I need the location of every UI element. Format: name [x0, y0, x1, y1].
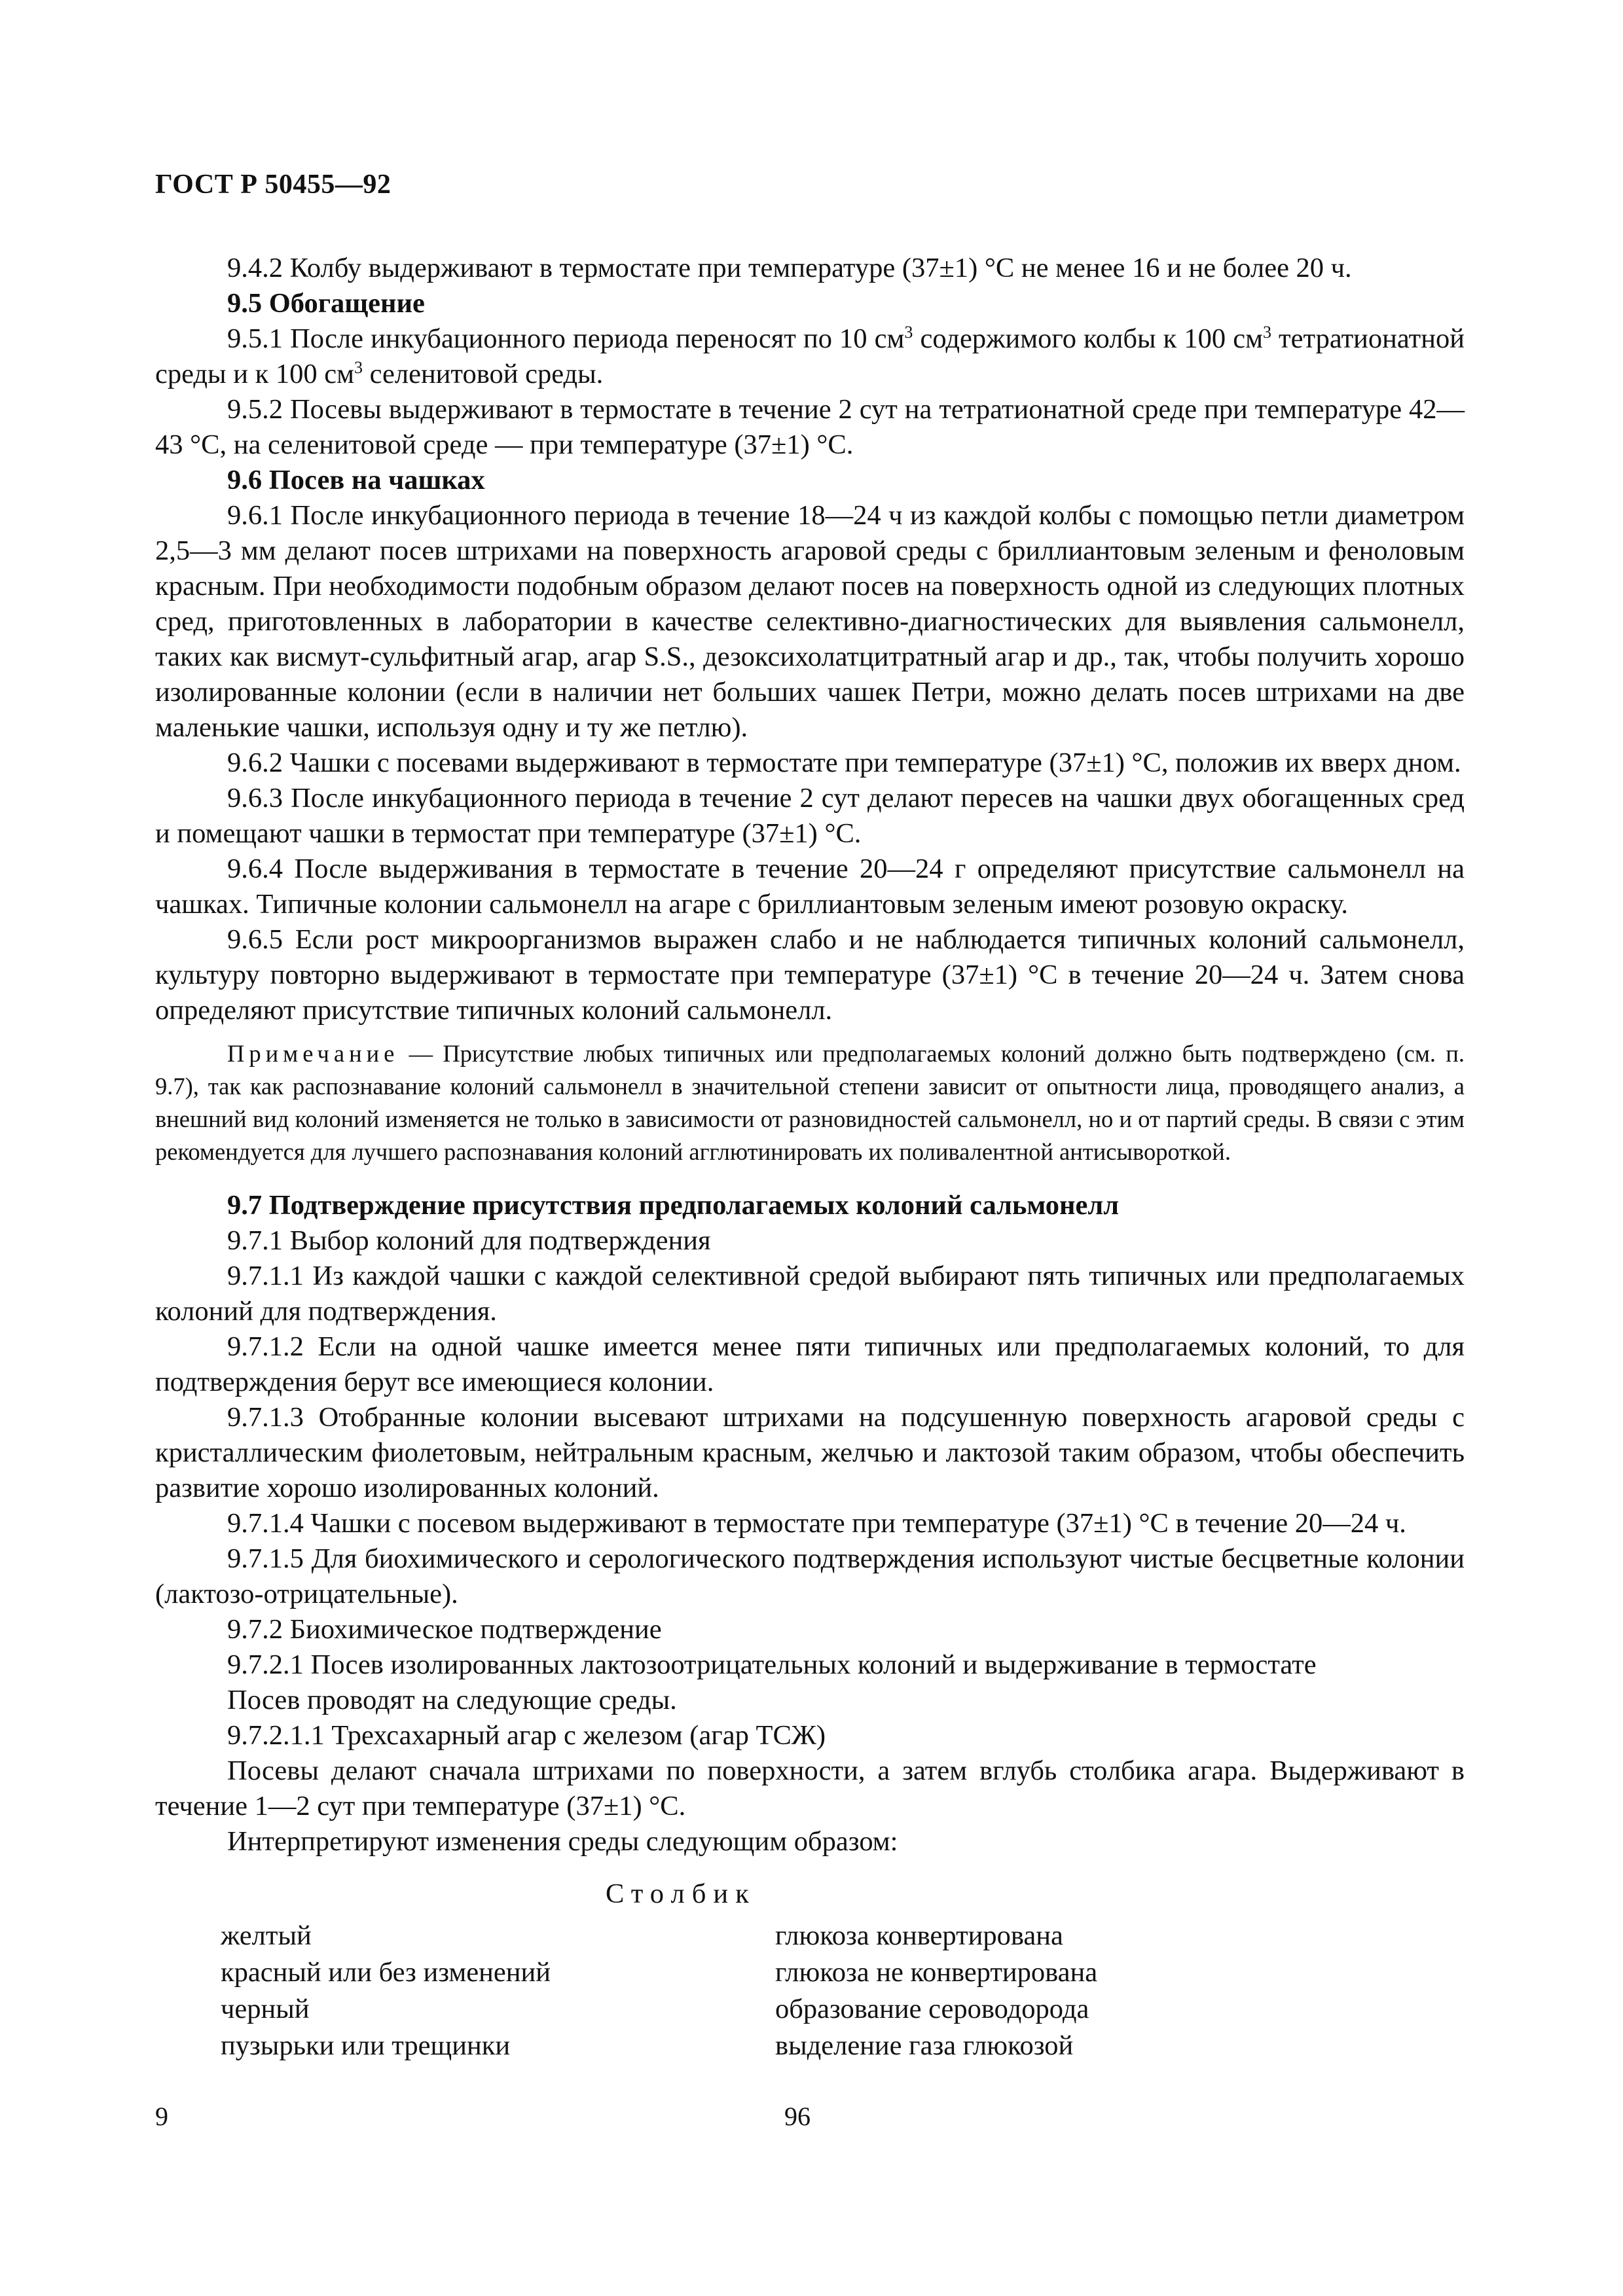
section-heading-9-5: 9.5 Обогащение [227, 288, 425, 319]
paragraph-9-7-2-1-1-text: Посевы делают сначала штрихами по поверхности, а затем вглубь столбика агара. Выдерживают в течение 1—2 сут при температуре (37±1) °С. [155, 1755, 1465, 1821]
paragraph-9-6-3: 9.6.3 После инкубационного периода в течение 2 сут делают пересев на чашки двух обогащенных сред и помещают чашки в термостат при температуре (37±1) °С. [155, 783, 1465, 849]
standard-header: ГОСТ Р 50455—92 [155, 170, 392, 200]
paragraph-9-4-2: 9.4.2 Колбу выдерживают в термостате при температуре (37±1) °С не менее 16 и не более 20 ч. [227, 253, 1352, 283]
paragraph-9-5-1: 9.5.1 После инкубационного периода переносят по 10 $см^3$ содержимого колбы к 100 $см^3$ тетратионатной среды и к 100 $см^3$ селенитовой среды. [155, 322, 1465, 389]
paragraph-9-7-1-2: 9.7.1.2 Если на одной чашке имеется менее пяти типичных или предполагаемых колоний, то для подтверждения берут все имеющиеся колонии. [155, 1331, 1465, 1397]
table-cell-left: желтый [221, 1920, 312, 1951]
page-number-left: 9 [155, 2102, 168, 2131]
paragraph-9-6-4: 9.6.4 После выдерживания в термостате в течение 20—24 г определяют присутствие сальмонелл на чашках. Типичные колонии сальмонелл на агаре с бриллиантовым зеленым имеют розовую окраску. [155, 853, 1465, 920]
paragraph-9-7-2-1-1: 9.7.2.1.1 Трехсахарный агар с железом (агар ТСЖ) [227, 1720, 826, 1751]
paragraph-9-6-1: 9.6.1 После инкубационного периода в течение 18—24 ч из каждой колбы с помощью петли диаметром 2,5—3 мм делают посев штрихами на поверхность агаровой среды с бриллиантовым зеленым и феноловым красным. При необходимости подобным образом делают посев на поверхность одной из следующих плотных сред, приготовленных в лаборатории в качестве селективно-диагностических для выявления сальмонелл, таких как висмут-сульфитный агар, агар S.S., дезоксихолатцитратный агар и др., так, чтобы получить хорошо изолированные колонии (если в наличии нет больших чашек Петри, можно делать посев штрихами на две маленькие чашки, используя одну и ту же петлю). [155, 500, 1465, 743]
document-body [155, 251, 1465, 1859]
table-cell-right: глюкоза конвертирована [775, 1920, 1063, 1951]
note-text: — Присутствие любых типичных или предполагаемых колоний должно быть подтверждено (см. п. 9.7), так как распознавание колоний сальмонелл в значительной степени зависит от опытности лица, проводящего анализ, а внешний вид колоний изменяется не только в зависимости от разновидностей сальмонелл, но и от партий среды. В связи с этим рекомендуется для лучшего распознавания колоний агглютинировать их поливалентной антисывороткой. [155, 1040, 1465, 1165]
paragraph-9-7-1: 9.7.1 Выбор колоний для подтверждения [227, 1225, 711, 1256]
table-cell-right: образование сероводорода [775, 1994, 1089, 2024]
table-cell-left: красный или без изменений [221, 1957, 551, 1988]
paragraph-9-6-5: 9.6.5 Если рост микроорганизмов выражен слабо и не наблюдается типичных колоний сальмонелл, культуру повторно выдерживают в термостате при температуре (37±1) °С в течение 20—24 ч. Затем снова определяют присутствие типичных колоний сальмонелл. [155, 924, 1465, 1026]
section-heading-9-7: 9.7 Подтверждение присутствия предполагаемых колоний сальмонелл [227, 1190, 1120, 1221]
paragraph-9-6-2: 9.6.2 Чашки с посевами выдерживают в термостате при температуре (37±1) °С, положив их вверх дном. [227, 747, 1461, 778]
table-cell-right: выделение газа глюкозой [775, 2030, 1074, 2061]
paragraph-9-7-1-1: 9.7.1.1 Из каждой чашки с каждой селективной средой выбирают пять типичных или предполагаемых колоний для подтверждения. [155, 1261, 1465, 1327]
paragraph-9-7-1-4: 9.7.1.4 Чашки с посевом выдерживают в термостате при температуре (37±1) °С в течение 20—24 ч. [227, 1508, 1406, 1539]
table-row [221, 1918, 1203, 1954]
page-number-center: 96 [784, 2102, 811, 2131]
table-row [221, 1954, 1203, 1991]
paragraph-9-7-2-1: 9.7.2.1 Посев изолированных лактозоотрицательных колоний и выдерживание в термостате [227, 1649, 1317, 1680]
paragraph-9-7-2: 9.7.2 Биохимическое подтверждение [227, 1614, 662, 1645]
table-row [221, 2028, 1203, 2064]
section-heading-9-6: 9.6 Посев на чашках [227, 465, 485, 495]
note-label: Примечание [227, 1040, 399, 1067]
paragraph-9-5-2: 9.5.2 Посевы выдерживают в термостате в течение 2 сут на тетратионатной среде при температуре 42—43 °С, на селенитовой среде — при температуре (37±1) °С. [155, 394, 1465, 460]
table-cell-left: черный [221, 1994, 310, 2024]
paragraph-9-7-2-1-sub: Посев проводят на следующие среды. [227, 1685, 677, 1715]
table-cell-right: глюкоза не конвертирована [775, 1957, 1098, 1988]
table-row [221, 1991, 1203, 2028]
interpretation-table [221, 1918, 1203, 2064]
paragraph-interpret: Интерпретируют изменения среды следующим образом: [227, 1826, 898, 1857]
paragraph-9-7-1-5: 9.7.1.5 Для биохимического и серологического подтверждения используют чистые бесцветные колонии (лактозо-отрицательные). [155, 1543, 1465, 1609]
paragraph-9-7-1-3: 9.7.1.3 Отобранные колонии высевают штрихами на подсушенную поверхность агаровой среды с кристаллическим фиолетовым, нейтральным красным, желчью и лактозой таким образом, чтобы обеспечить развитие хорошо изолированных колоний. [155, 1402, 1465, 1503]
table-cell-left: пузырьки или трещинки [221, 2030, 511, 2061]
table-title: Столбик [606, 1878, 756, 1909]
note-paragraph [155, 1037, 1465, 1168]
